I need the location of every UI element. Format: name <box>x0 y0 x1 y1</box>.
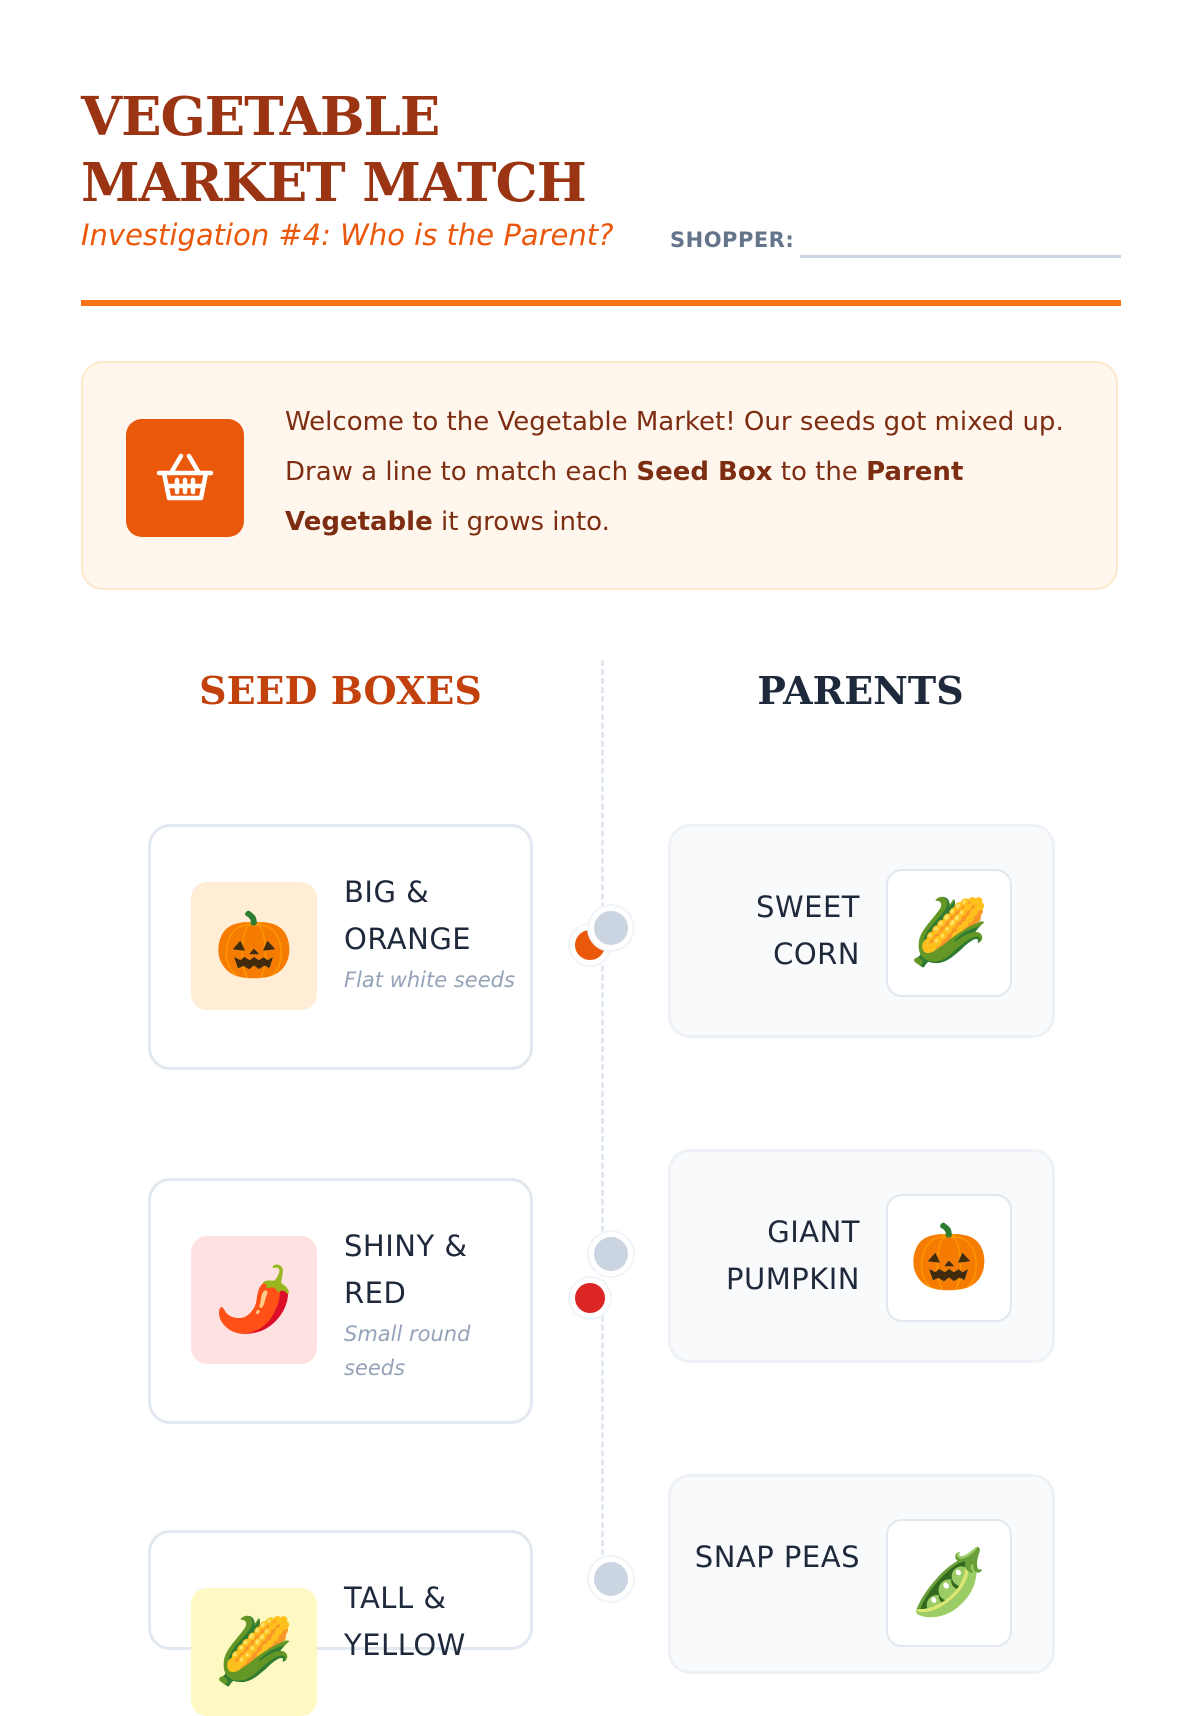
seed-box-1-name: BIG & ORANGE <box>344 875 472 956</box>
parent-1-connector[interactable] <box>589 906 633 950</box>
center-divider <box>601 660 604 1600</box>
parent-3-connector[interactable] <box>589 1557 633 1601</box>
parent-3-icon <box>886 1519 1012 1647</box>
pumpkin-icon: 🎃 <box>214 909 294 983</box>
seed-box-1-desc: Flat white seeds <box>344 968 515 992</box>
page-subtitle: Investigation #4: Who is the Parent? <box>81 218 614 252</box>
parent-2-icon <box>886 1194 1012 1322</box>
seed-box-1-icon <box>191 882 317 1010</box>
parent-card-2 <box>668 1149 1055 1363</box>
instructions-text: Welcome to the Vegetable Market! Our seeds got mixed up. Draw a line to match each Seed Box to the Parent Vegetable it grows into. <box>285 407 1064 537</box>
seed-box-2-connector[interactable] <box>570 1278 610 1318</box>
seed-box-2-icon <box>191 1236 317 1364</box>
seed-box-3-icon <box>191 1588 317 1716</box>
seed-box-card-3 <box>148 1530 533 1689</box>
corn-icon: 🌽 <box>214 1615 294 1689</box>
seed-box-card-1 <box>148 824 533 1070</box>
seed-box-card-2 <box>148 1178 533 1424</box>
parent-3-name: SNAP PEAS <box>694 1540 860 1574</box>
title-line-2: MARKET MATCH <box>81 152 586 214</box>
seed-box-2-name: SHINY & RED <box>344 1229 468 1310</box>
pea-pod-icon: 🫛 <box>909 1546 989 1620</box>
title-line-1: VEGETABLE <box>81 86 440 148</box>
instructions-box <box>81 361 1118 590</box>
header-divider <box>81 300 1121 306</box>
pumpkin-icon: 🎃 <box>909 1221 989 1295</box>
page-title <box>81 84 586 216</box>
basket-icon <box>126 419 244 537</box>
parent-2-name: GIANT PUMPKIN <box>726 1215 860 1296</box>
shopper-name-field[interactable] <box>800 255 1121 258</box>
parent-2-connector[interactable] <box>589 1232 633 1276</box>
parent-card-1 <box>668 824 1055 1038</box>
parent-1-icon <box>886 869 1012 997</box>
corn-icon: 🌽 <box>909 896 989 970</box>
seed-boxes-heading: SEED BOXES <box>199 668 482 713</box>
parent-1-name: SWEET CORN <box>756 890 860 971</box>
parent-card-3 <box>668 1474 1055 1674</box>
parents-heading: PARENTS <box>757 668 964 713</box>
shopper-label: SHOPPER: <box>670 228 795 252</box>
chili-pepper-icon: 🌶️ <box>214 1263 294 1337</box>
seed-box-3-name: TALL & YELLOW <box>344 1581 466 1662</box>
seed-box-2-desc: Small round seeds <box>344 1322 471 1380</box>
